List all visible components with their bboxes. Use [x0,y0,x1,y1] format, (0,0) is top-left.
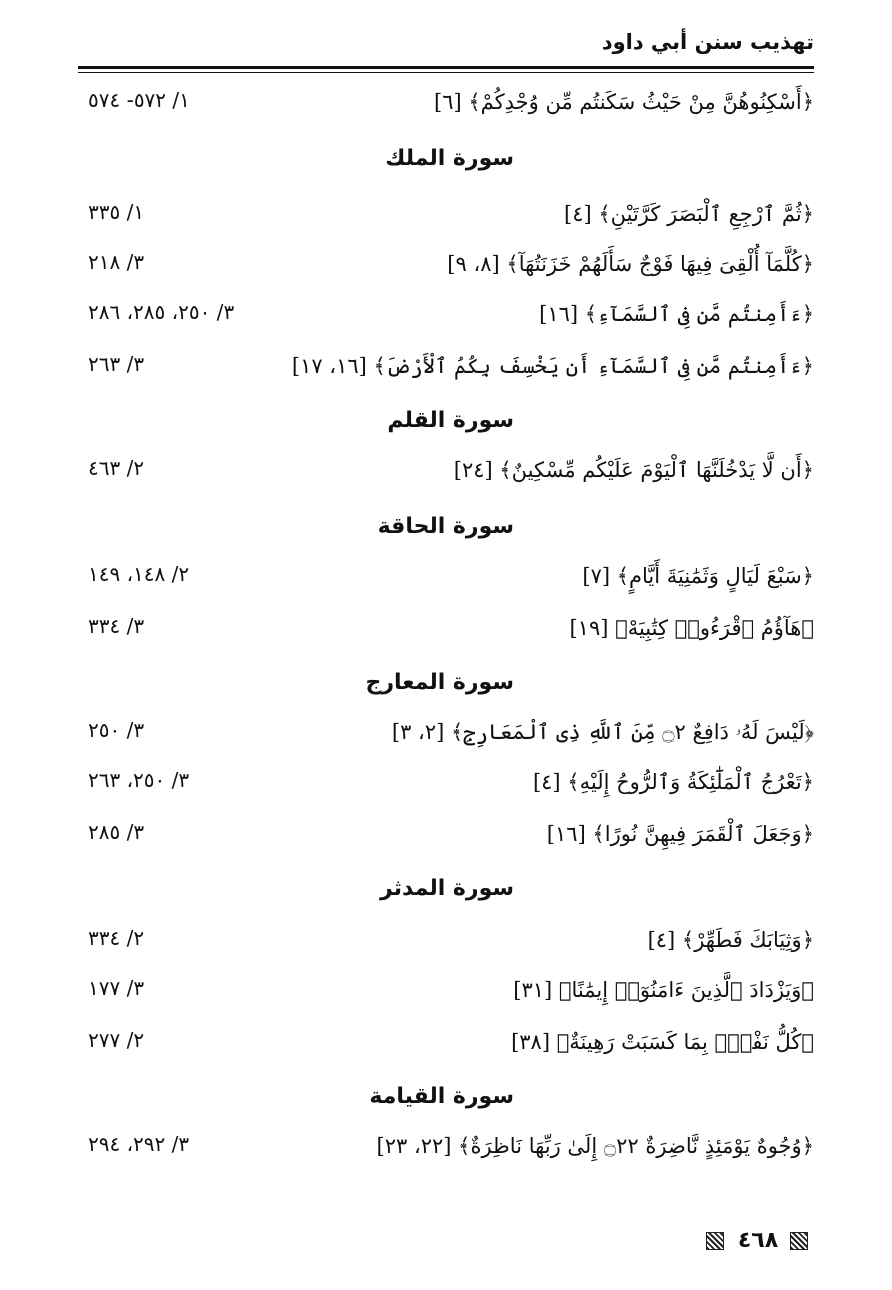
verse-row [78,708,814,764]
verse-text: ﴿أَسْكِنُوهُنَّ مِنْ حَيْثُ سَكَنتُم مِّن وُجْدِكُمْ﴾ [٦] [434,90,814,114]
page-reference: ٣/ ٢٩٢، ٢٩٤ [88,1132,190,1156]
verse-text: ﴿وَجَعَلَ ٱلْقَمَرَ فِيهِنَّ نُورًا﴾ [١٦] [546,822,814,846]
verse-text: ﴿تَعْرُجُ ٱلْمَلَٰٓئِكَةُ وَٱلرُّوحُ إِلَيْهِ﴾ [٤] [532,770,814,794]
verse-text: ﴿أَن لَّا يَدْخُلَنَّهَا ٱلْيَوْمَ عَلَيْكُم مِّسْكِينٌ﴾ [٢٤] [453,458,814,482]
verse-text: ﴿وُجُوهٌ يَوْمَئِذٍ نَّاضِرَةٌ ۝٢٢ إِلَىٰ رَبِّهَا نَاظِرَةٌ﴾ [٢٢، ٢٣] [376,1134,814,1158]
page-reference: ٢/ ٢٧٧ [88,1028,145,1052]
verse-row [78,342,814,398]
surah-heading: سورة المدثر [380,876,514,901]
header-rule-thin [78,72,814,73]
surah-heading-row [78,134,814,190]
surah-heading-row [78,658,814,714]
verse-row [78,552,814,608]
verse-text: ﴿كُلَّمَآ أُلْقِىَ فِيهَا فَوْجٌ سَأَلَهُمْ خَزَنَتُهَآ﴾ [٨، ٩] [447,252,814,276]
verse-row [78,1018,814,1074]
page-reference: ٣/ ١٧٧ [88,976,145,1000]
verse-row [78,290,814,346]
verse-text: ﴿هَآؤُمُ ٱقْرَءُوا۟ كِتَٰبِيَهْ﴾ [١٩] [569,616,814,640]
page-reference: ٣/ ٢٨٥ [88,820,145,844]
header-rule-thick [78,66,814,69]
verse-row [78,916,814,972]
page-reference: ٣/ ٢٦٣ [88,352,145,376]
surah-heading: سورة المعارج [365,670,514,695]
surah-heading: سورة الحاقة [377,514,514,539]
surah-heading: سورة القيامة [369,1084,514,1109]
verse-text: ﴿لَيْسَ لَهُۥ دَافِعٌ ۝٢ مِّنَ ٱللَّهِ ذِى ٱلْمَعَارِجِ﴾ [٢، ٣] [391,720,814,744]
surah-heading-row [78,1072,814,1128]
verse-text: ﴿سَبْعَ لَيَالٍ وَثَمَٰنِيَةَ أَيَّامٍ﴾ [٧] [582,564,814,588]
verse-row [78,240,814,296]
page-reference: ٢/ ٤٦٣ [88,456,145,480]
verse-row [78,1122,814,1178]
page-reference: ١/ ٣٣٥ [88,200,145,224]
page-reference: ٣/ ٢٥٠ [88,718,145,742]
verse-row [78,604,814,660]
ornament-icon [790,1232,808,1250]
verse-text: ﴿ثُمَّ ٱرْجِعِ ٱلْبَصَرَ كَرَّتَيْنِ﴾ [٤] [563,202,814,226]
verse-text: ﴿وَثِيَابَكَ فَطَهِّرْ﴾ [٤] [647,928,814,952]
verse-row [78,758,814,814]
verse-row [78,966,814,1022]
page-reference: ١/ ٥٧٢- ٥٧٤ [88,88,190,112]
verse-row [78,78,814,134]
surah-heading: سورة الملك [385,146,514,171]
verse-text: ﴿كُلُّ نَفْسٍۭ بِمَا كَسَبَتْ رَهِينَةٌ﴾ [٣٨] [511,1030,814,1054]
page-footer [702,1226,814,1258]
page-reference: ٢/ ١٤٨، ١٤٩ [88,562,190,586]
verse-text: ﴿ءَأَمِنتُم مَّن فِى ٱلسَّمَآءِ أَن يَخْسِفَ بِكُمُ ٱلْأَرْضَ﴾ [١٦، ١٧] [291,354,814,378]
surah-heading-row [78,396,814,452]
surah-heading: سورة القلم [387,408,514,433]
verse-row [78,446,814,502]
verse-row [78,810,814,866]
page-reference: ٣/ ٢١٨ [88,250,145,274]
page-number: ٤٦٨ [737,1228,779,1253]
page-reference: ٣/ ٢٥٠، ٢٦٣ [88,768,190,792]
surah-heading-row [78,864,814,920]
page-reference: ٢/ ٣٣٤ [88,926,145,950]
verse-row [78,190,814,246]
page-reference: ٣/ ٣٣٤ [88,614,145,638]
verse-text: ﴿وَيَزْدَادَ ٱلَّذِينَ ءَامَنُوٓا۟ إِيمَٰنًا﴾ [٣١] [513,978,814,1002]
verse-text: ﴿ءَأَمِنتُم مَّن فِى ٱلسَّمَآءِ﴾ [١٦] [539,302,814,326]
ornament-icon [706,1232,724,1250]
page-reference: ٣/ ٢٥٠، ٢٨٥، ٢٨٦ [88,300,235,324]
running-header-title: تهذيب سنن أبي داود [601,30,814,54]
surah-heading-row [78,502,814,558]
